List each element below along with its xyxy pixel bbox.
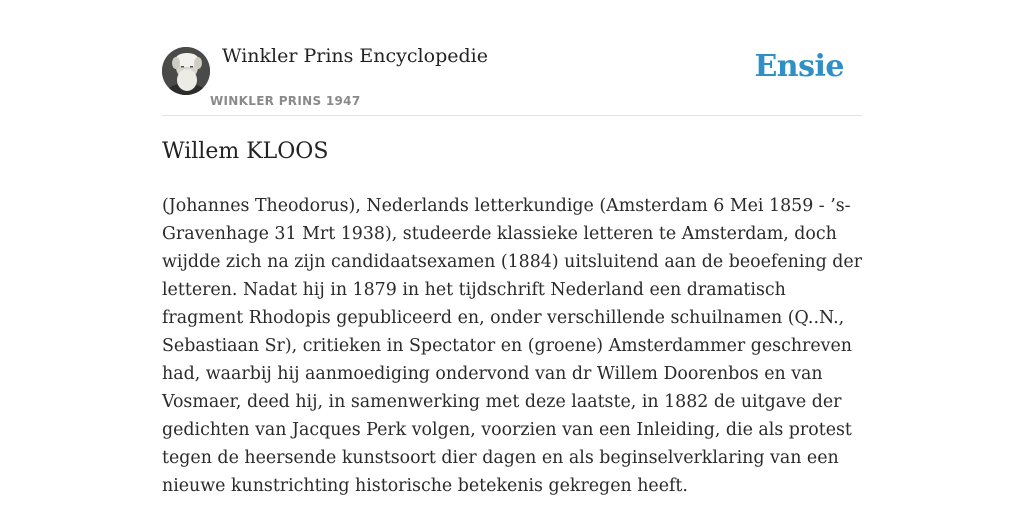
article-body: (Johannes Theodorus), Nederlands letterkundige (Amsterdam 6 Mei 1859 - ’s-Gravenhage 31 Mrt 1938), studeerde klassieke letteren te Amsterdam, doch wijdde zich na zijn candidaatsexamen (1884) uitsluitend aan de beoefening der letteren. Nadat hij in 1879 in het tijdschrift Nederland een dramatisch fragment Rhodopis gepubliceerd en, onder verschillende schuilnamen (Q..N., Sebastiaan Sr), critieken in Spectator en (groene) Amsterdammer geschreven had, waarbij hij aanmoediging ondervond van dr Willem Doorenbos en van Vosmaer, deed hij, in samenwerking met deze laatste, in 1882 de uitgave der gedichten van Jacques Perk volgen, voorzien van een Inleiding, die als protest tegen de heersende kunstsoort dier dagen en als beginselverklaring van een nieuwe kunstrichting historische betekenis gekregen heeft. — [162, 196, 863, 496]
source-label[interactable]: WINKLER PRINS 1947 — [210, 94, 361, 108]
ensie-logo[interactable]: Ensie — [754, 49, 844, 84]
article-card — [162, 0, 863, 496]
article-title: Willem KLOOS — [162, 139, 329, 164]
bearded-portrait-icon — [162, 47, 210, 95]
avatar[interactable] — [162, 47, 210, 95]
header — [162, 0, 862, 116]
site-title[interactable]: Winkler Prins Encyclopedie — [222, 45, 488, 67]
